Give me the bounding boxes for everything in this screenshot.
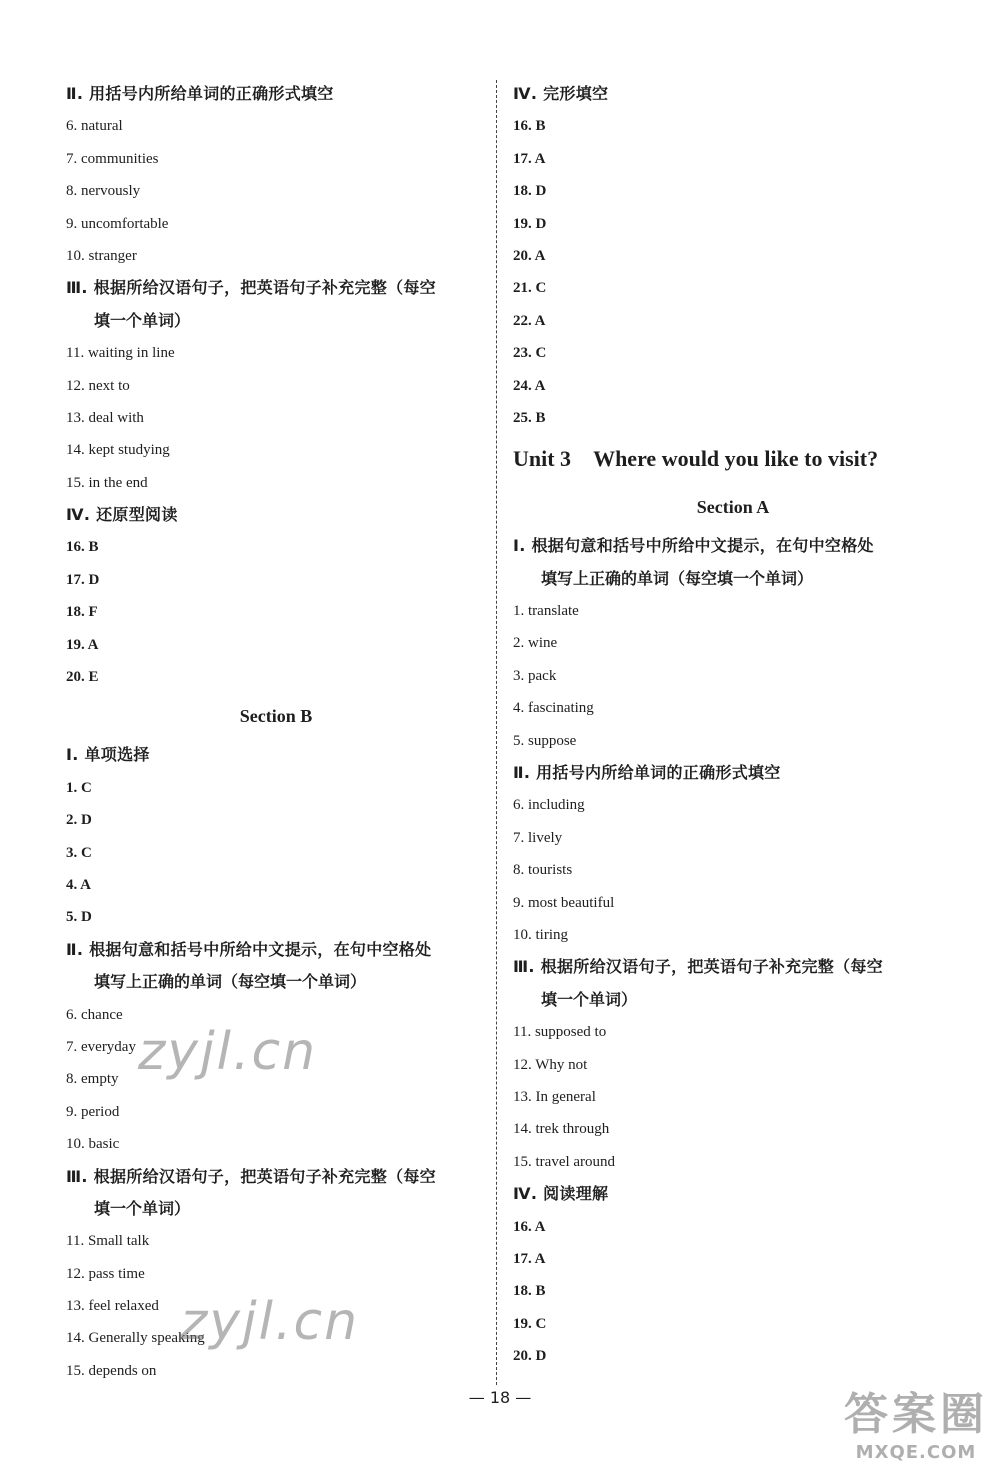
answer-item: 18. B xyxy=(513,1283,546,1300)
answer-item: 17. D xyxy=(66,571,100,588)
exercise-heading-continued: 填一个单词） xyxy=(541,989,638,1009)
answer-item: 24. A xyxy=(513,377,546,394)
unit-label: Unit 3 xyxy=(513,446,572,472)
exercise-heading-continued: 填写上正确的单词（每空填一个单词） xyxy=(94,972,367,992)
answer-item: 9. period xyxy=(66,1103,120,1120)
section-title: Section A xyxy=(696,497,770,518)
answer-item: 3. C xyxy=(66,844,92,861)
answer-item: 21. C xyxy=(513,280,547,297)
answer-item: 2. D xyxy=(66,812,92,829)
page-number: — 18 — xyxy=(468,1388,532,1407)
answer-item: 7. everyday xyxy=(66,1038,136,1055)
left-answer-column xyxy=(66,78,486,1387)
answer-item: 3. pack xyxy=(513,667,557,684)
answer-item: 5. suppose xyxy=(513,732,577,749)
answer-item: 16. B xyxy=(66,539,99,556)
answer-item: 13. feel relaxed xyxy=(66,1298,159,1315)
answer-item: 20. E xyxy=(66,669,99,686)
answer-item: 2. wine xyxy=(513,635,558,652)
answer-item: 10. stranger xyxy=(66,247,137,264)
answer-item: 7. lively xyxy=(513,829,563,846)
exercise-heading: Ⅲ. 根据所给汉语句子，把英语句子补充完整（每空 xyxy=(66,1166,436,1186)
watermark-bottom: zyjl.cn xyxy=(180,1292,360,1352)
exercise-heading-continued: 填一个单词） xyxy=(94,1198,191,1218)
answer-item: 25. B xyxy=(513,409,546,426)
answer-item: 15. travel around xyxy=(513,1153,616,1170)
watermark-top: zyjl.cn xyxy=(138,1022,318,1082)
answer-item: 10. tiring xyxy=(513,926,568,943)
section-title: Section B xyxy=(239,706,313,727)
answer-item: 8. empty xyxy=(66,1071,119,1088)
answer-item: 18. D xyxy=(513,183,547,200)
answer-item: 12. next to xyxy=(66,377,130,394)
answer-item: 15. in the end xyxy=(66,474,148,491)
answer-item: 4. fascinating xyxy=(513,700,594,717)
unit-heading: Where would you like to visit? xyxy=(593,446,879,472)
answer-item: 20. A xyxy=(513,247,546,264)
answer-item: 9. most beautiful xyxy=(513,894,615,911)
answer-item: 16. A xyxy=(513,1218,546,1235)
exercise-heading-continued: 填写上正确的单词（每空填一个单词） xyxy=(541,568,814,588)
exercise-heading: Ⅰ. 根据句意和括号中所给中文提示，在句中空格处 xyxy=(513,536,874,556)
answer-item: 9. uncomfortable xyxy=(66,215,169,232)
exercise-heading: Ⅲ. 根据所给汉语句子，把英语句子补充完整（每空 xyxy=(66,278,436,298)
answer-item: 19. D xyxy=(513,215,547,232)
answer-item: 17. A xyxy=(513,1250,546,1267)
answer-item: 7. communities xyxy=(66,150,159,167)
exercise-heading: Ⅱ. 用括号内所给单词的正确形式填空 xyxy=(513,763,781,783)
unit-title xyxy=(513,434,953,484)
answer-item: 8. tourists xyxy=(513,862,573,879)
right-answer-column xyxy=(513,78,953,1372)
answer-item: 8. nervously xyxy=(66,183,141,200)
exercise-heading: Ⅳ. 阅读理解 xyxy=(513,1184,609,1204)
answer-item: 19. C xyxy=(513,1315,547,1332)
answer-item: 5. D xyxy=(66,909,92,926)
answer-item: 19. A xyxy=(66,636,99,653)
exercise-heading: Ⅰ. 单项选择 xyxy=(66,745,150,765)
answer-item: 1. translate xyxy=(513,603,579,620)
answer-item: 16. B xyxy=(513,118,546,135)
answer-item: 15. depends on xyxy=(66,1362,157,1379)
exercise-heading: Ⅱ. 根据句意和括号中所给中文提示，在句中空格处 xyxy=(66,939,432,959)
answer-item: 11. waiting in line xyxy=(66,345,175,362)
exercise-heading-continued: 填一个单词） xyxy=(94,310,191,330)
answer-item: 13. deal with xyxy=(66,409,144,426)
answer-item: 23. C xyxy=(513,345,547,362)
answer-item: 22. A xyxy=(513,312,546,329)
corner-watermark-url: MXQE.COM xyxy=(855,1442,977,1463)
answer-item: 10. basic xyxy=(66,1136,120,1153)
answer-item: 12. pass time xyxy=(66,1265,145,1282)
exercise-heading: Ⅳ. 还原型阅读 xyxy=(66,505,178,525)
answer-item: 6. chance xyxy=(66,1006,123,1023)
exercise-heading: Ⅲ. 根据所给汉语句子，把英语句子补充完整（每空 xyxy=(513,957,883,977)
answer-item: 18. F xyxy=(66,604,98,621)
answer-item: 17. A xyxy=(513,150,546,167)
answer-item: 6. including xyxy=(513,797,585,814)
corner-watermark-logo: 答案圈 xyxy=(844,1389,988,1440)
column-divider xyxy=(496,80,497,1385)
corner-watermark xyxy=(844,1378,988,1463)
answer-item: 13. In general xyxy=(513,1088,596,1105)
answer-item: 4. A xyxy=(66,876,92,893)
answer-item: 20. D xyxy=(513,1348,547,1365)
answer-item: 6. natural xyxy=(66,118,123,135)
answer-item: 14. trek through xyxy=(513,1121,610,1138)
answer-item: 1. C xyxy=(66,779,92,796)
answer-item: 12. Why not xyxy=(513,1056,588,1073)
answer-item: 14. kept studying xyxy=(66,442,170,459)
answer-item: 14. Generally speaking xyxy=(66,1330,205,1347)
exercise-heading: Ⅳ. 完形填空 xyxy=(513,84,609,103)
answer-item: 11. supposed to xyxy=(513,1024,607,1041)
answer-item: 11. Small talk xyxy=(66,1233,150,1250)
exercise-heading: Ⅱ. 用括号内所给单词的正确形式填空 xyxy=(66,84,334,103)
